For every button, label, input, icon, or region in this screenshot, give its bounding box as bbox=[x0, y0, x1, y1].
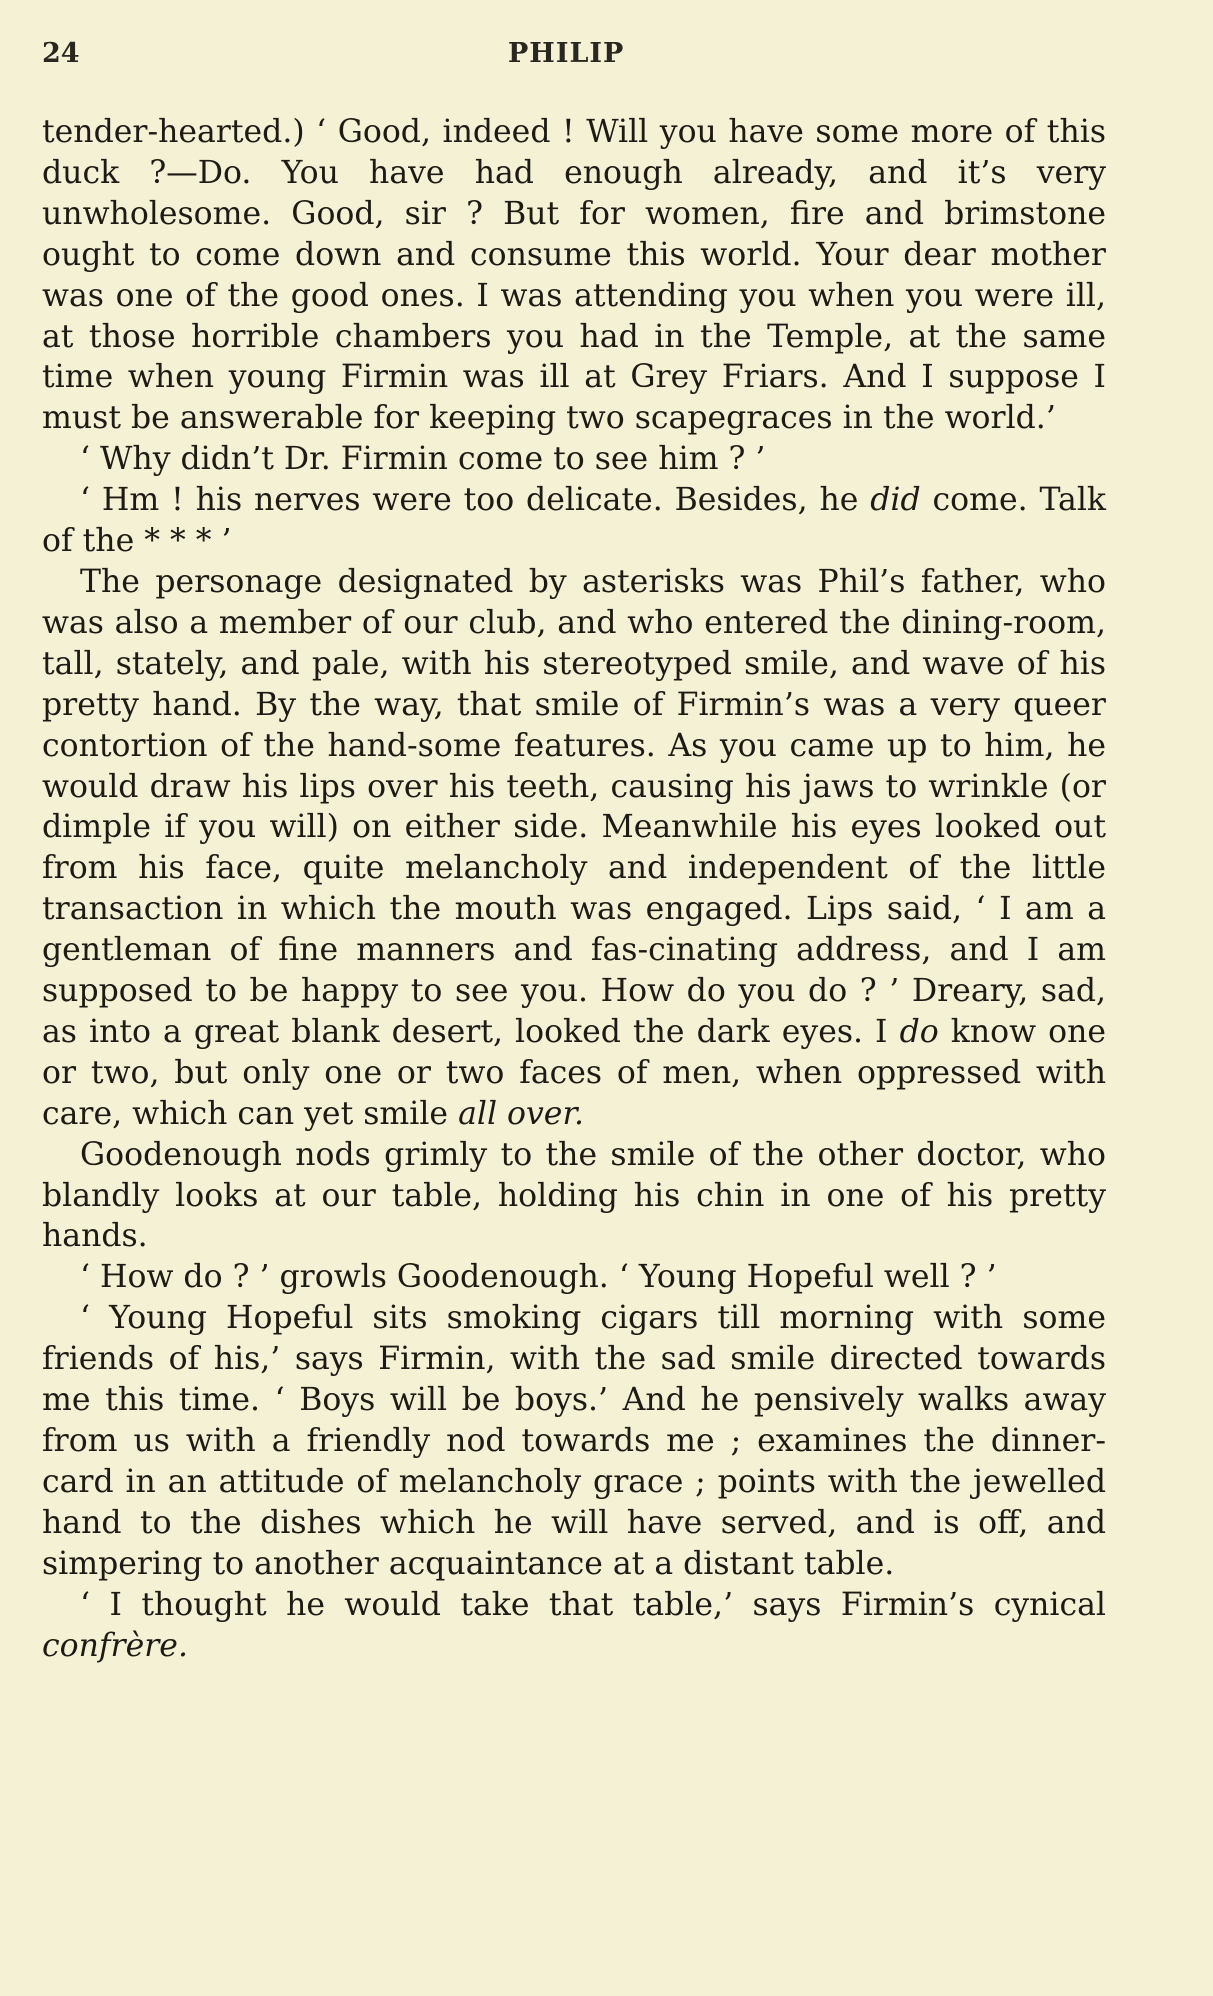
text-segment: ‘ How do ? ’ growls Goodenough. ‘ Young Hopeful well ? ’ bbox=[80, 1259, 997, 1296]
text-segment: come. Talk of the * * * ’ bbox=[42, 482, 1106, 560]
italic-text-segment: did bbox=[870, 482, 921, 519]
paragraph bbox=[42, 439, 1106, 480]
text-segment: ‘ I thought he would take that table,’ says Firmin’s cynical bbox=[80, 1586, 1106, 1623]
paragraph bbox=[42, 1135, 1106, 1258]
text-segment: Goodenough nods grimly to the smile of the other doctor, who blandly looks at our table, holding his chin in one of his pretty hands. bbox=[42, 1136, 1106, 1255]
text-segment: ‘ Hm ! his nerves were too delicate. Besides, he bbox=[80, 482, 871, 519]
italic-text-segment: all over. bbox=[458, 1095, 585, 1132]
paragraph bbox=[42, 1298, 1106, 1584]
italic-text-segment: confrère. bbox=[42, 1627, 188, 1664]
text-segment: know one or two, but only one or two faces of men, when oppressed with care, which can yet smile bbox=[42, 1013, 1106, 1132]
paragraph bbox=[42, 480, 1106, 562]
page-number: 24 bbox=[42, 38, 80, 69]
paragraph bbox=[42, 112, 1106, 439]
paragraph bbox=[42, 562, 1106, 1135]
text-segment: The personage designated by asterisks was Phil’s father, who was also a member of our club, and who entered the dining-room, tall, stately, and pale, with his stereotyped smile, and wave of his pretty hand. By the way, that smile of Firmin’s was a very queer contortion of the hand-some features. As you came up to him, he would draw his lips over his teeth, causing his jaws to wrinkle (or dimple if you will) on either side. Meanwhile his eyes looked out from his face, quite melancholy and independent of the little transaction in which the mouth was engaged. Lips said, ‘ I am a gentleman of fine manners and fas-cinating address, and I am supposed to be happy to see you. How do you do ? ’ Dreary, sad, as into a great blank desert, looked the dark eyes. I bbox=[42, 563, 1106, 1050]
text-segment: ‘ Why didn’t Dr. Firmin come to see him ? ’ bbox=[80, 441, 766, 478]
text-segment: ‘ Young Hopeful sits smoking cigars till morning with some friends of his,’ says Firmin, with the sad smile directed towards me this time. ‘ Boys will be boys.’ And he pensively walks away from us with a friendly nod towards me ; examines the dinner-card in an attitude of melancholy grace ; points with the jewelled hand to the dishes which he will have served, and is off, and simpering to another acquaintance at a distant table. bbox=[42, 1300, 1106, 1582]
running-title: PHILIP bbox=[508, 38, 625, 69]
paragraph bbox=[42, 1257, 1106, 1298]
page-header bbox=[42, 38, 1102, 78]
body-text bbox=[42, 112, 1106, 1666]
italic-text-segment: do bbox=[899, 1013, 939, 1050]
text-segment: tender-hearted.) ‘ Good, indeed ! Will you have some more of this duck ?—Do. You have had enough already, and it’s very unwholesome. Good, sir ? But for women, fire and brimstone ought to come down and consume this world. Your dear mother was one of the good ones. I was attending you when you were ill, at those horrible chambers you had in the Temple, at the same time when young Firmin was ill at Grey Friars. And I suppose I must be answerable for keeping two scapegraces in the world.’ bbox=[42, 114, 1106, 437]
paragraph bbox=[42, 1585, 1106, 1667]
